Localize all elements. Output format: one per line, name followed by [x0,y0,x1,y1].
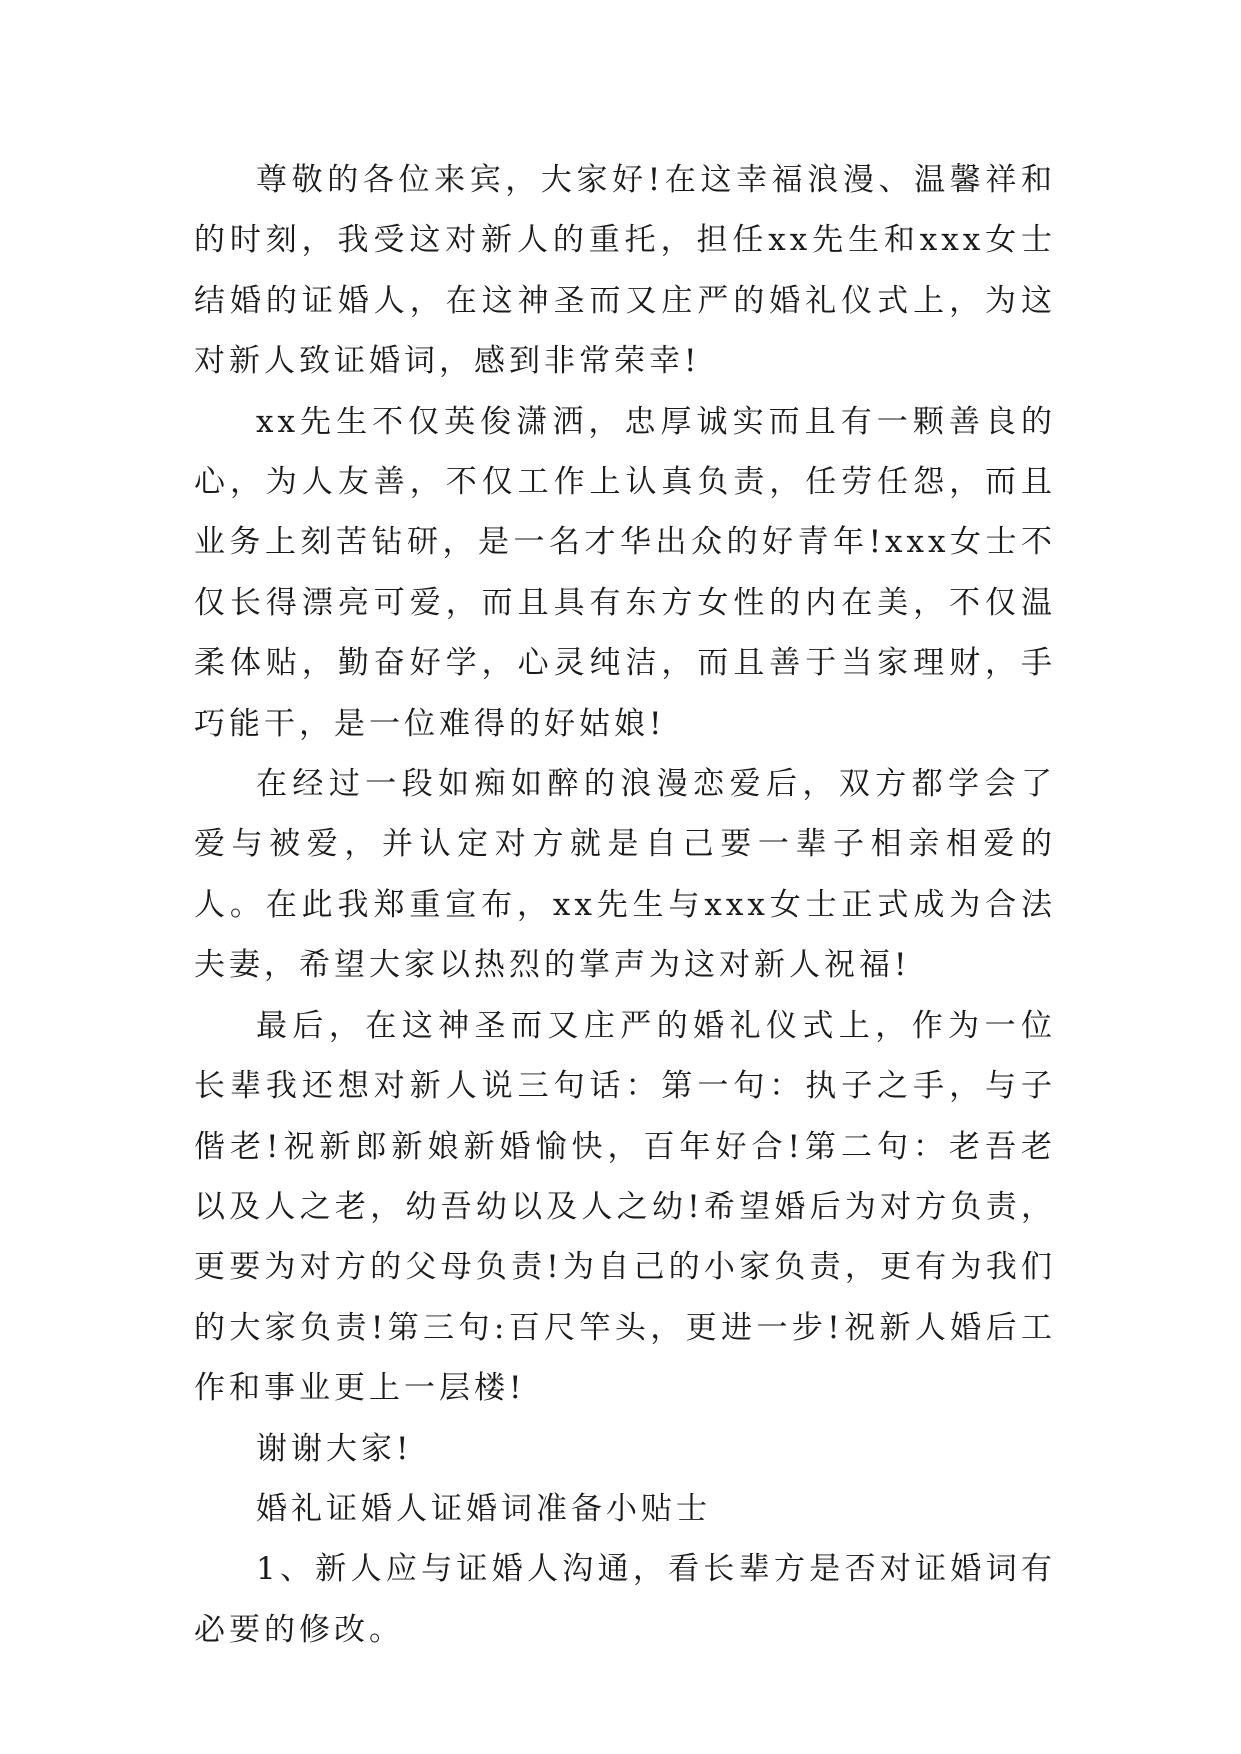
document-body [194,150,1056,1660]
paragraph-marriage-declaration: 在经过一段如痴如醉的浪漫恋爱后，双方都学会了爱与被爱，并认定对方就是自己要一辈子相亲相爱的人。在此我郑重宣布，xx先生与xxx女士正式成为合法夫妻，希望大家以热烈的掌声为这对新人祝福! [194,766,1056,984]
paragraph-three-wishes: 最后，在这神圣而又庄严的婚礼仪式上，作为一位长辈我还想对新人说三句话：第一句：执子之手，与子偕老!祝新郎新娘新婚愉快，百年好合!第二句：老吾老以及人之老，幼吾幼以及人之幼!希望婚后为对方负责，更要为对方的父母负责!为自己的小家负责，更有为我们的大家负责!第三句:百尺竿头，更进一步!祝新人婚后工作和事业更上一层楼! [194,1007,1056,1407]
paragraph-tip-1: 1、新人应与证婚人沟通，看长辈方是否对证婚词有必要的修改。 [194,1551,1056,1648]
paragraph-tips-heading: 婚礼证婚人证婚词准备小贴士 [256,1490,711,1527]
paragraph-greeting: 尊敬的各位来宾，大家好!在这幸福浪漫、温馨祥和的时刻，我受这对新人的重托，担任xx先生和xxx女士结婚的证婚人，在这神圣而又庄严的婚礼仪式上，为这对新人致证婚词，感到非常荣幸! [194,162,1056,380]
paragraph-thanks: 谢谢大家! [256,1430,413,1467]
paragraph-groom-bride-description: xx先生不仅英俊潇洒，忠厚诚实而且有一颗善良的心，为人友善，不仅工作上认真负责，任劳任怨，而且业务上刻苦钻研，是一名才华出众的好青年!xxx女士不仅长得漂亮可爱，而且具有东方女性的内在美，不仅温柔体贴，勤奋好学，心灵纯洁，而且善于当家理财，手巧能干，是一位难得的好姑娘! [194,403,1056,742]
